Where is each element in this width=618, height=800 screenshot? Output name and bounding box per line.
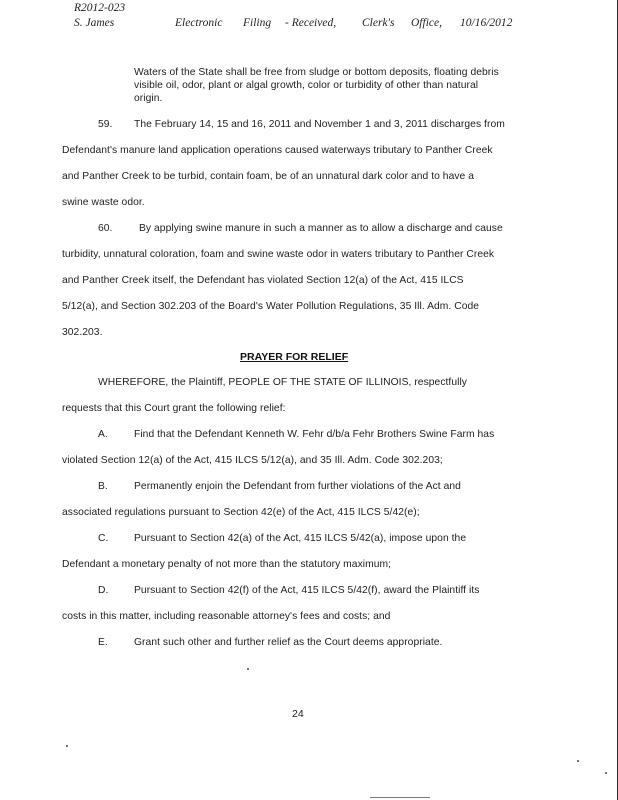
relief-item-letter: E. — [98, 637, 108, 648]
paragraph-line: swine waste odor. — [62, 197, 145, 208]
paragraph-line: and Panther Creek to be turbid, contain foam, be of an unnatural dark color and to have a — [62, 171, 475, 182]
relief-item-letter: D. — [98, 585, 109, 596]
relief-item-line: costs in this matter, including reasonable attorney's fees and costs; and — [62, 611, 391, 622]
header-clerks: Clerk's — [362, 17, 395, 29]
header-date: 10/16/2012 — [460, 17, 513, 29]
quote-line: Waters of the State shall be free from sludge or bottom deposits, floating debris — [134, 67, 499, 78]
relief-item-line: Pursuant to Section 42(f) of the Act, 415 ILCS 5/42(f), award the Plaintiff its — [134, 585, 480, 596]
quote-line: visible oil, odor, plant or algal growth, color or turbidity of other than natural — [134, 80, 479, 91]
scan-edge-line — [370, 797, 430, 798]
paragraph-line: and Panther Creek itself, the Defendant has violated Section 12(a) of the Act, 415 ILCS — [62, 275, 464, 286]
header-electronic: Electronic — [175, 17, 223, 29]
paragraph-line: By applying swine manure in such a manner as to allow a discharge and cause — [139, 223, 503, 234]
relief-item-line: Pursuant to Section 42(a) of the Act, 415 ILCS 5/42(a), impose upon the — [134, 533, 467, 544]
paragraph-line: 302.203. — [62, 327, 103, 338]
relief-item-line: Defendant a monetary penalty of not more than the statutory maximum; — [62, 559, 392, 570]
relief-item-letter: C. — [98, 533, 109, 544]
header-received: - Received, — [285, 17, 337, 29]
prayer-intro-line: WHEREFORE, the Plaintiff, PEOPLE OF THE STATE OF ILLINOIS, respectfully — [98, 377, 467, 388]
prayer-intro-line: requests that this Court grant the following relief: — [62, 403, 286, 414]
relief-item-line: associated regulations pursuant to Section 42(e) of the Act, 415 ILCS 5/42(e); — [62, 507, 420, 518]
page-number: 24 — [292, 708, 304, 720]
relief-item-line: Find that the Defendant Kenneth W. Fehr d/b/a Fehr Brothers Swine Farm has — [134, 429, 495, 440]
header-office: Office, — [411, 17, 442, 29]
paragraph-number: 59. — [98, 119, 113, 130]
scan-speck — [605, 772, 607, 774]
relief-item-letter: B. — [98, 481, 108, 492]
scan-speck — [247, 668, 249, 670]
scan-speck — [577, 760, 579, 762]
scan-speck — [66, 745, 68, 747]
paragraph-line: Defendant's manure land application operations caused waterways tributary to Panther Creek — [62, 145, 493, 156]
header-doc-id: R2012-023 — [74, 2, 126, 14]
paragraph-line: 5/12(a), and Section 302.203 of the Board's Water Pollution Regulations, 35 Ill. Adm. Code — [62, 301, 480, 312]
paragraph-line: turbidity, unnatural coloration, foam and swine waste odor in waters tributary to Panther Creek — [62, 249, 495, 260]
header-name: S. James — [74, 17, 115, 29]
relief-item-letter: A. — [98, 429, 108, 440]
relief-item-line: Grant such other and further relief as the Court deems appropriate. — [134, 637, 443, 648]
relief-item-line: violated Section 12(a) of the Act, 415 ILCS 5/12(a), and 35 Ill. Adm. Code 302.203; — [62, 455, 443, 466]
paragraph-line: The February 14, 15 and 16, 2011 and November 1 and 3, 2011 discharges from — [134, 119, 505, 130]
header-filing: Filing — [243, 17, 272, 29]
relief-item-line: Permanently enjoin the Defendant from further violations of the Act and — [134, 481, 461, 492]
quote-line: origin. — [134, 93, 163, 104]
paragraph-number: 60. — [98, 223, 113, 234]
section-heading: PRAYER FOR RELIEF — [240, 351, 349, 363]
